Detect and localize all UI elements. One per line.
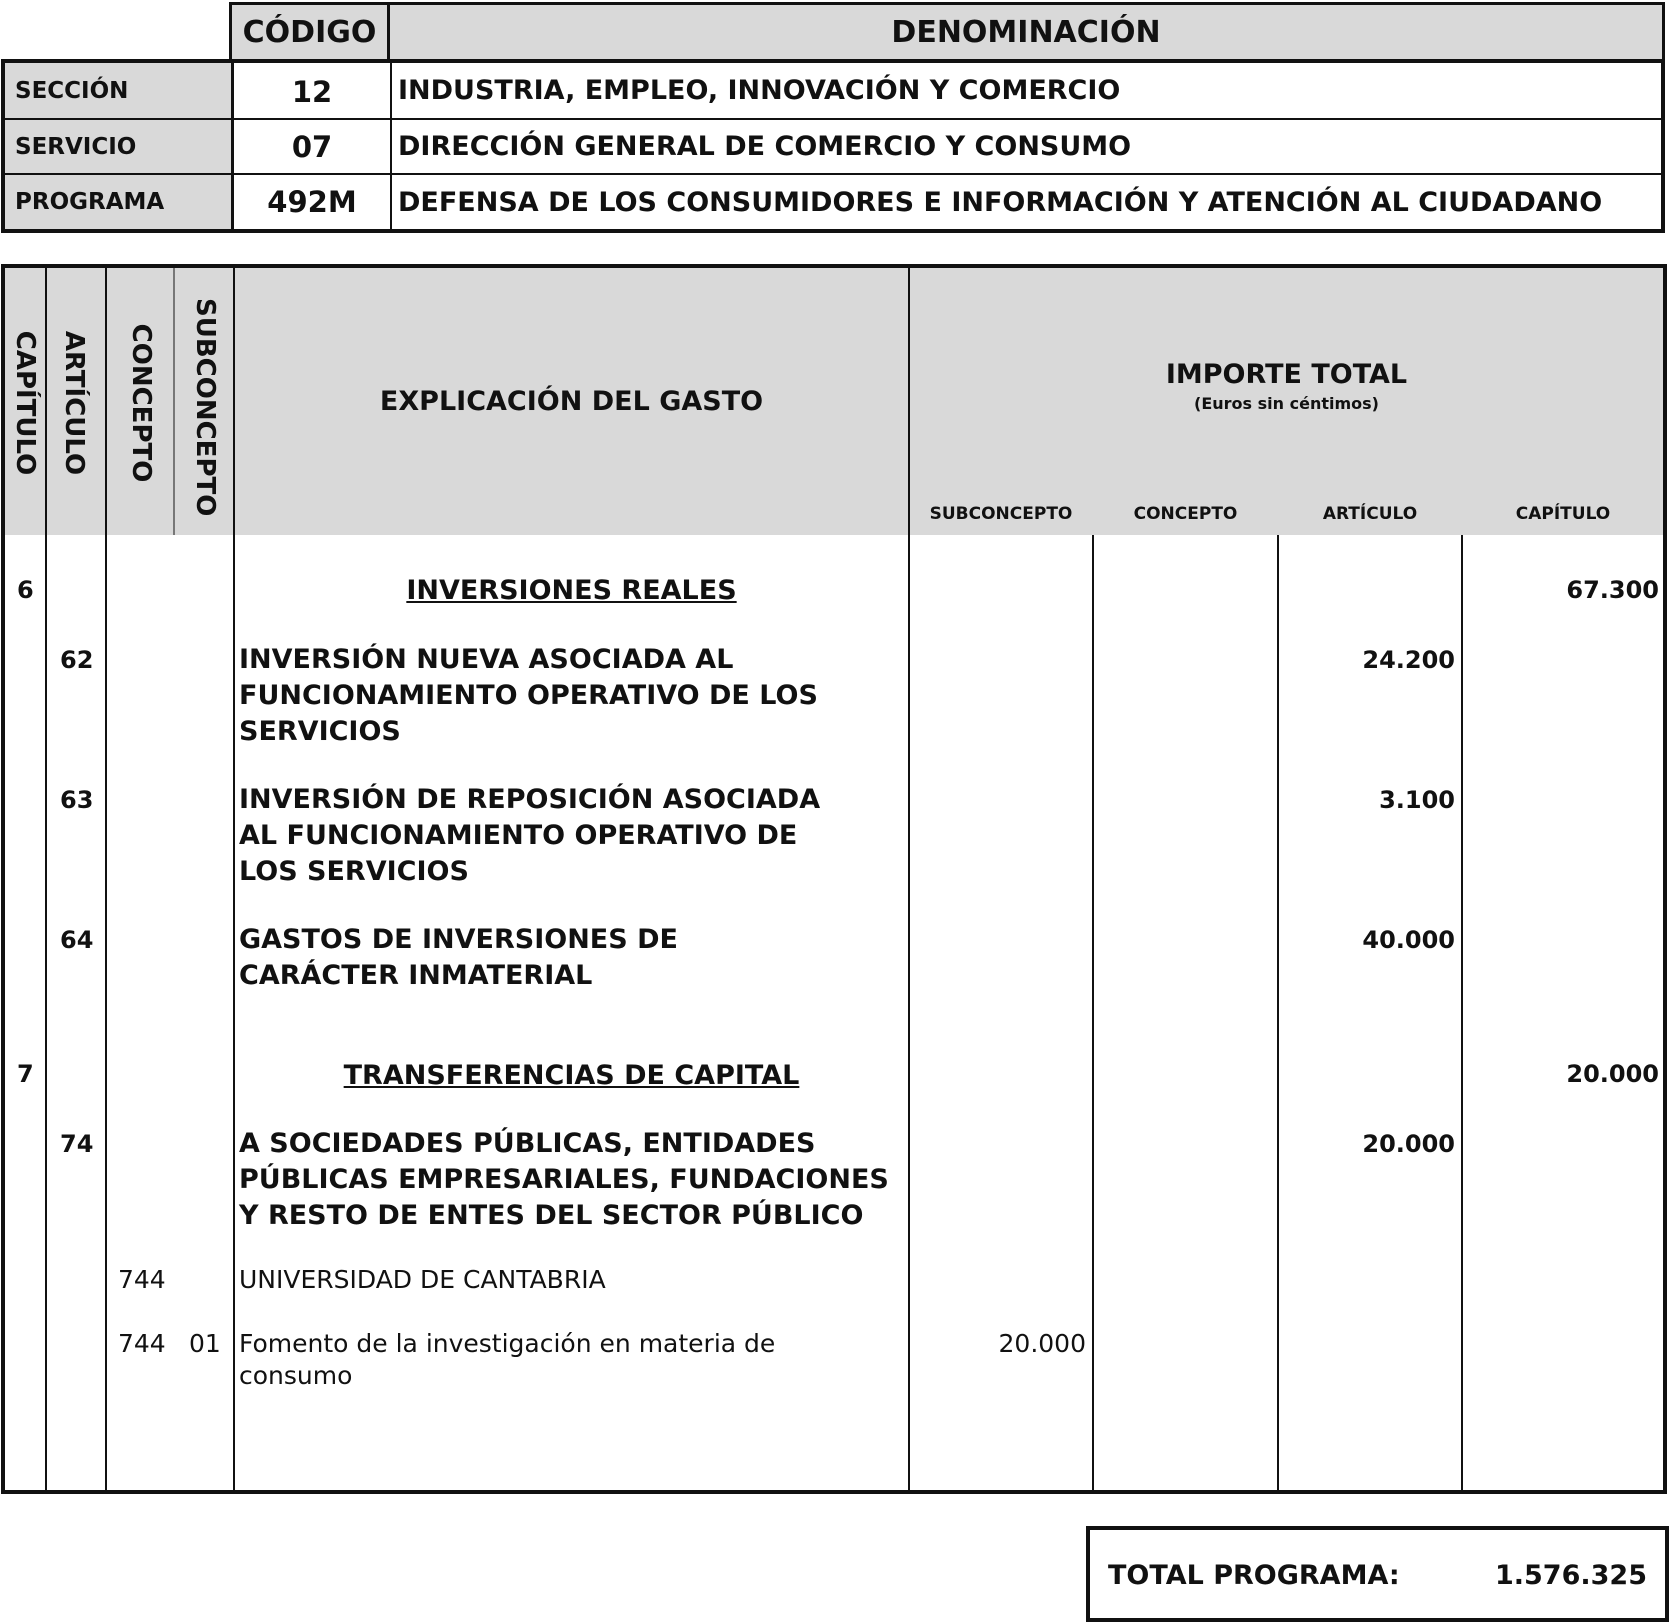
row-capitulo-amount: 20.000 [1566, 1060, 1659, 1088]
row-capitulo-code: 7 [17, 1060, 34, 1088]
col-line-subconcepto [233, 268, 235, 1490]
row-capitulo-amount: 67.300 [1566, 576, 1659, 604]
row-articulo-text: INVERSIÓN DE REPOSICIÓN ASOCIADA AL FUNCIONAMIENTO OPERATIVO DE LOS SERVICIOS [239, 784, 821, 887]
programa-code: 492M [267, 185, 357, 219]
col-line-explicacion [908, 268, 910, 1490]
amount-subconcepto-header: SUBCONCEPTO [929, 504, 1073, 524]
concepto-column-header: CONCEPTO [126, 323, 156, 483]
servicio-label: SERVICIO [15, 133, 137, 160]
subconcepto-column-header: SUBCONCEPTO [190, 298, 220, 517]
row-concepto-code: 744 [118, 1329, 166, 1358]
identification-table [1, 59, 1665, 233]
denominacion-header [387, 2, 1665, 62]
col-line-amount-articulo [1461, 535, 1463, 1490]
denominacion-label: DENOMINACIÓN [891, 14, 1161, 50]
col-line-amount-concepto [1277, 535, 1279, 1490]
row-articulo-amount: 40.000 [1362, 926, 1455, 954]
row-articulo-text: A SOCIEDADES PÚBLICAS, ENTIDADES PÚBLICAS EMPRESARIALES, FUNDACIONES Y RESTO DE ENTES DEL SECTOR PÚBLICO [239, 1128, 889, 1231]
col-line-articulo [105, 268, 107, 1490]
row-articulo-amount: 20.000 [1362, 1130, 1455, 1158]
servicio-code: 07 [291, 129, 333, 164]
row-subconcepto-amount: 20.000 [998, 1329, 1086, 1358]
seccion-denominacion: INDUSTRIA, EMPLEO, INNOVACIÓN Y COMERCIO [398, 75, 1121, 106]
amount-concepto-header: CONCEPTO [1133, 504, 1238, 524]
programa-label: PROGRAMA [15, 189, 165, 215]
row-capitulo-text: INVERSIONES REALES [406, 575, 737, 606]
row-capitulo-code: 6 [17, 576, 34, 604]
row-articulo-code: 64 [60, 926, 94, 954]
codigo-label: CÓDIGO [242, 14, 377, 50]
seccion-code: 12 [291, 74, 333, 109]
row-articulo-code: 63 [60, 786, 94, 814]
amount-articulo-header: ARTÍCULO [1322, 504, 1418, 524]
explicacion-column-header: EXPLICACIÓN DEL GASTO [379, 386, 764, 417]
row-articulo-text: GASTOS DE INVERSIONES DE CARÁCTER INMATERIAL [239, 924, 678, 991]
articulo-column-header: ARTÍCULO [59, 330, 89, 476]
seccion-label: SECCIÓN [15, 77, 129, 104]
row-subconcepto-text: Fomento de la investigación en materia de consumo [239, 1329, 776, 1390]
expense-table [1, 264, 1667, 1494]
row-subconcepto-code: 01 [189, 1329, 221, 1358]
row-articulo-code: 74 [60, 1130, 94, 1158]
total-programa-label: TOTAL PROGRAMA: [1108, 1560, 1400, 1591]
importe-total-header: IMPORTE TOTAL [1165, 359, 1408, 390]
row-articulo-amount: 24.200 [1362, 646, 1455, 674]
amount-capitulo-header: CAPÍTULO [1515, 504, 1611, 524]
importe-note: (Euros sin céntimos) [1194, 394, 1379, 413]
row-capitulo-text: TRANSFERENCIAS DE CAPITAL [343, 1060, 800, 1091]
row-articulo-code: 62 [60, 646, 94, 674]
row-articulo-amount: 3.100 [1379, 786, 1455, 814]
row-concepto-text: UNIVERSIDAD DE CANTABRIA [239, 1265, 606, 1294]
col-line-concepto [173, 268, 175, 535]
capitulo-column-header: CAPÍTULO [10, 330, 40, 476]
row-articulo-text: INVERSIÓN NUEVA ASOCIADA AL FUNCIONAMIENTO OPERATIVO DE LOS SERVICIOS [239, 644, 818, 747]
programa-denominacion: DEFENSA DE LOS CONSUMIDORES E INFORMACIÓN Y ATENCIÓN AL CIUDADANO [398, 186, 1603, 218]
servicio-denominacion: DIRECCIÓN GENERAL DE COMERCIO Y CONSUMO [398, 131, 1132, 162]
col-line-amount-subconcepto [1092, 535, 1094, 1490]
total-programa-box [1086, 1526, 1669, 1622]
row-concepto-code: 744 [118, 1265, 166, 1294]
total-programa-value: 1.576.325 [1494, 1560, 1647, 1591]
col-line-capitulo [45, 268, 47, 1490]
codigo-header [229, 2, 390, 62]
